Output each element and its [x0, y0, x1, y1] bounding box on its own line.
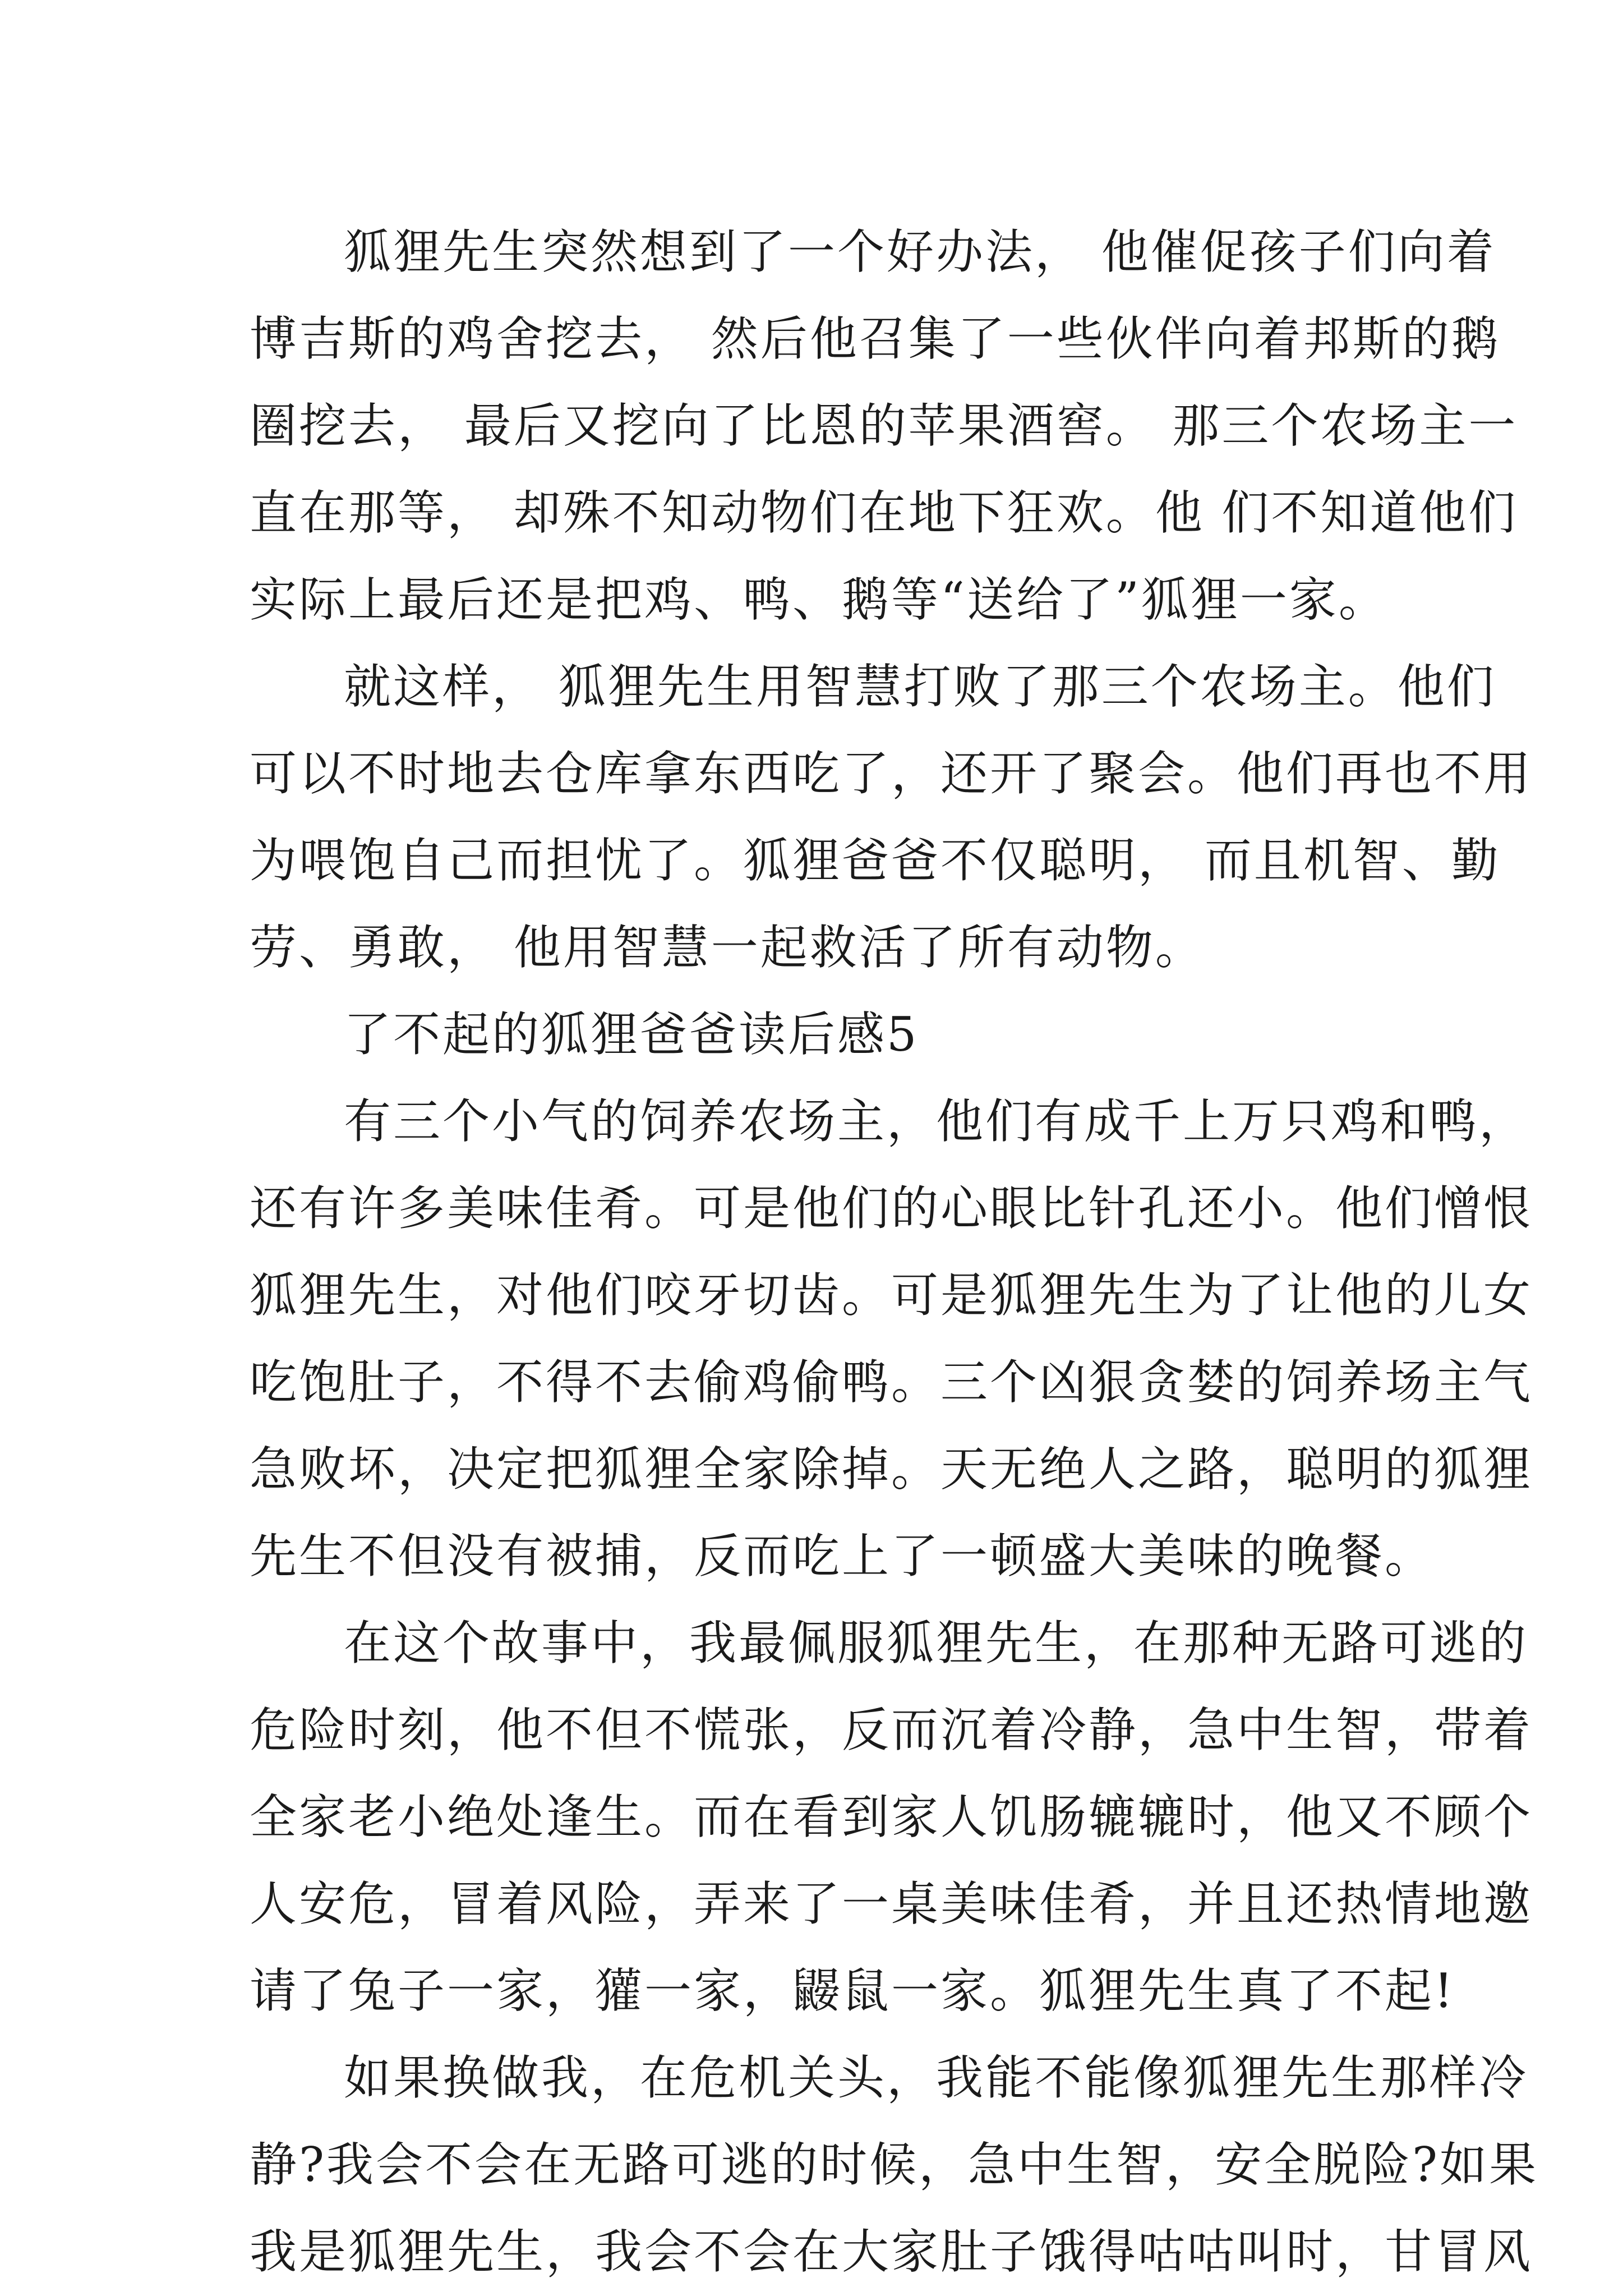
body-text: [250, 209, 1539, 2295]
text-line: 人安危，冒着风险，弄来了一桌美味佳肴，并且还热情地邀: [250, 1876, 1533, 1931]
text-line: 实际上最后还是把鸡、鸭、鹅等“送给了”狐狸一家。: [250, 572, 1388, 627]
text-line: 为喂饱自己而担忧了。狐狸爸爸不仅聪明， 而且机智、勤: [250, 833, 1501, 888]
text-line: 圈挖去， 最后又挖向了比恩的苹果酒窖。 那三个农场主一: [250, 398, 1518, 453]
text-line: 了不起的狐狸爸爸读后感5: [344, 1007, 919, 1062]
text-line: 博吉斯的鸡舍挖去， 然后他召集了一些伙伴向着邦斯的鹅: [250, 311, 1501, 366]
text-line: 劳、勇敢， 他用智慧一起救活了所有动物。: [250, 920, 1205, 975]
text-line: 还有许多美味佳肴。可是他们的心眼比针孔还小。他们憎恨: [250, 1181, 1533, 1236]
text-line: 可以不时地去仓库拿东西吃了，还开了聚会。他们再也不用: [250, 746, 1533, 801]
text-line: 我是狐狸先生，我会不会在大家肚子饿得咕咕叫时，甘冒风: [250, 2224, 1533, 2279]
text-line: 吃饱肚子，不得不去偷鸡偷鸭。三个凶狠贪婪的饲养场主气: [250, 1355, 1533, 1410]
text-line: 有三个小气的饲养农场主，他们有成千上万只鸡和鸭，: [344, 1094, 1529, 1149]
text-line: 急败坏，决定把狐狸全家除掉。天无绝人之路，聪明的狐狸: [250, 1442, 1533, 1497]
text-line: 直在那等， 却殊不知动物们在地下狂欢。他 们不知道他们: [250, 485, 1518, 540]
text-line: 请了兔子一家，獾一家，鼹鼠一家。狐狸先生真了不起!: [250, 1963, 1455, 2018]
text-line: 就这样， 狐狸先生用智慧打败了那三个农场主。他们: [344, 659, 1496, 714]
text-line: 如果换做我，在危机关头，我能不能像狐狸先生那样冷: [344, 2050, 1529, 2105]
text-line: 狐狸先生，对他们咬牙切齿。可是狐狸先生为了让他的儿女: [250, 1268, 1533, 1323]
text-line: 先生不但没有被捕，反而吃上了一顿盛大美味的晚餐。: [250, 1529, 1435, 1584]
text-line: 狐狸先生突然想到了一个好办法， 他催促孩子们向着: [344, 224, 1496, 279]
text-line: 全家老小绝处逢生。而在看到家人饥肠辘辘时，他又不顾个: [250, 1789, 1533, 1844]
text-line: 静?我会不会在无路可逃的时候，急中生智，安全脱险?如果: [250, 2137, 1539, 2192]
text-line: 危险时刻，他不但不慌张，反而沉着冷静，急中生智，带着: [250, 1703, 1533, 1757]
text-line: 在这个故事中，我最佩服狐狸先生，在那种无路可逃的: [344, 1616, 1529, 1671]
